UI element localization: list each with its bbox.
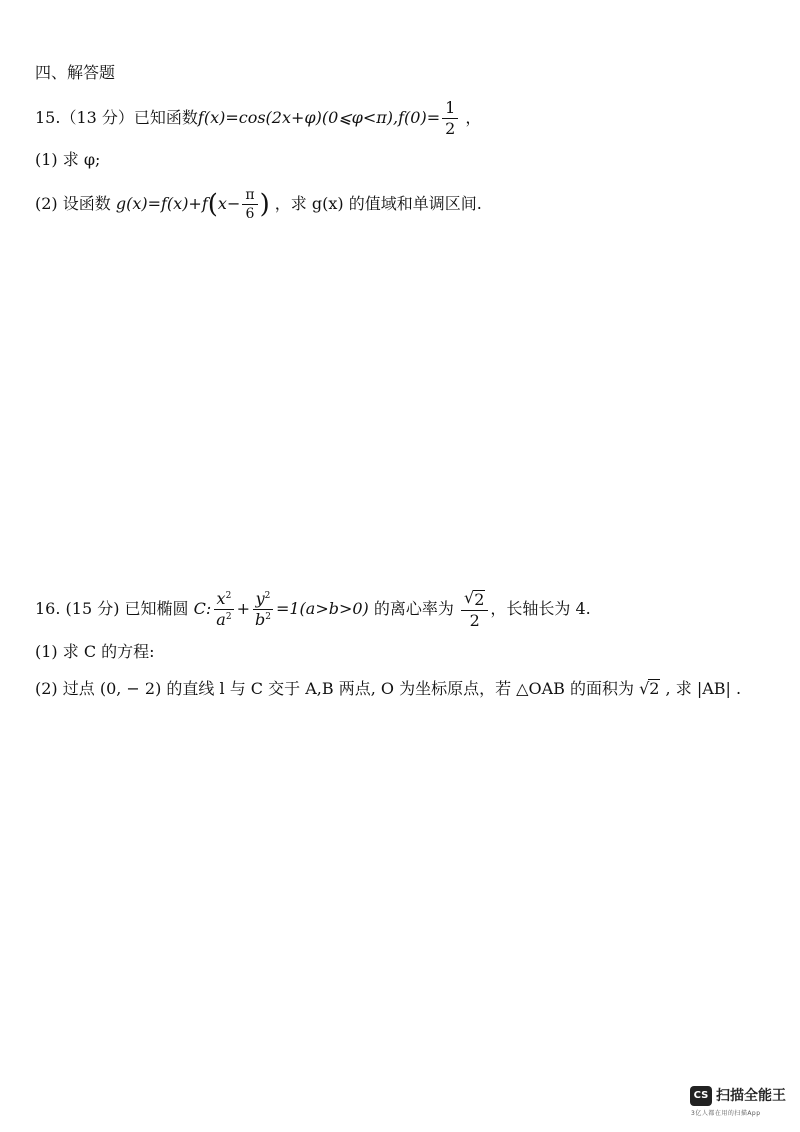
q15-part2-suffix: ，求 g(x) 的值域和单调区间. — [269, 194, 482, 213]
q15-left-paren: ( — [207, 189, 218, 220]
watermark-slogan: 3亿人都在用的扫描App — [691, 1110, 761, 1117]
q16-area-sqrt: √ 2 — [639, 679, 660, 698]
q16-tail: ，长轴长为 4. — [490, 599, 591, 618]
q16-y-exponent: 2 — [264, 591, 271, 601]
q16-y-numerator: y — [255, 589, 265, 608]
q16-x-fraction — [213, 591, 234, 628]
q16-prefix: 16. (15 分) 已知椭圆 — [35, 599, 194, 618]
q16-eccentricity-text: 的离心率为 — [368, 599, 459, 618]
section-heading-text: 四、解答题 — [35, 63, 116, 82]
q15-part1-text: (1) 求 φ; — [35, 150, 101, 169]
q15-part2-math: g(x)=f(x)+f — [115, 194, 208, 213]
q15-prefix: 15.（13 分）已知函数 — [35, 108, 198, 127]
q16-b-denominator: b — [254, 610, 266, 629]
q16-part2-prefix: (2) 过点 (0, − 2) 的直线 l 与 C 交于 A,B 两点, O 为坐标原点，若 △OAB 的面积为 — [35, 679, 640, 698]
q16-x-numerator: x — [216, 589, 226, 608]
q16-equation-tail: =1(a>b>0) — [275, 599, 369, 618]
q15-right-paren: ) — [259, 189, 270, 220]
question-16-stem — [35, 590, 591, 629]
q15-part2-prefix: (2) 设函数 — [35, 194, 116, 213]
q16-a-exponent: 2 — [225, 612, 232, 622]
watermark-brand: 扫描全能王 — [716, 1088, 786, 1104]
q16-part2-suffix: , 求 |AB| . — [660, 679, 742, 698]
q16-eccentricity-radicand: 2 — [474, 590, 485, 609]
section-heading — [35, 63, 115, 83]
q15-function-definition: f(x)=cos(2x+φ)(0⩽φ<π),f(0)= — [197, 108, 441, 127]
q15-suffix: ， — [460, 108, 482, 127]
q16-b-exponent: 2 — [265, 612, 271, 622]
q15-fraction — [442, 100, 458, 137]
q15-part2-fraction — [242, 188, 257, 221]
q16-a-denominator: a — [216, 610, 226, 629]
q15-part2-inner: x− — [217, 194, 241, 213]
camscanner-logo: CS — [690, 1086, 712, 1106]
q16-x-exponent: 2 — [225, 591, 232, 601]
q15-fraction-numerator: 1 — [442, 100, 458, 119]
question-15-stem — [35, 100, 481, 137]
q16-area-radicand: 2 — [649, 679, 660, 698]
question-15-part-1 — [35, 150, 100, 170]
q16-plus: + — [236, 599, 250, 618]
q16-y-fraction — [252, 591, 274, 628]
q15-part2-fraction-denominator: 6 — [245, 206, 255, 222]
q16-eccentricity-denominator: 2 — [469, 611, 480, 630]
question-15-part-2 — [35, 188, 482, 221]
q15-part2-fraction-numerator: π — [242, 188, 257, 205]
q16-eccentricity-fraction: √ 2 2 — [461, 590, 488, 629]
question-16-part-2 — [35, 679, 741, 699]
q16-ellipse-c: C: — [193, 599, 212, 618]
q16-part1-text: (1) 求 C 的方程: — [35, 642, 155, 661]
camscanner-watermark — [688, 1086, 796, 1124]
q15-fraction-denominator: 2 — [445, 119, 456, 138]
question-16-part-1 — [35, 642, 155, 662]
